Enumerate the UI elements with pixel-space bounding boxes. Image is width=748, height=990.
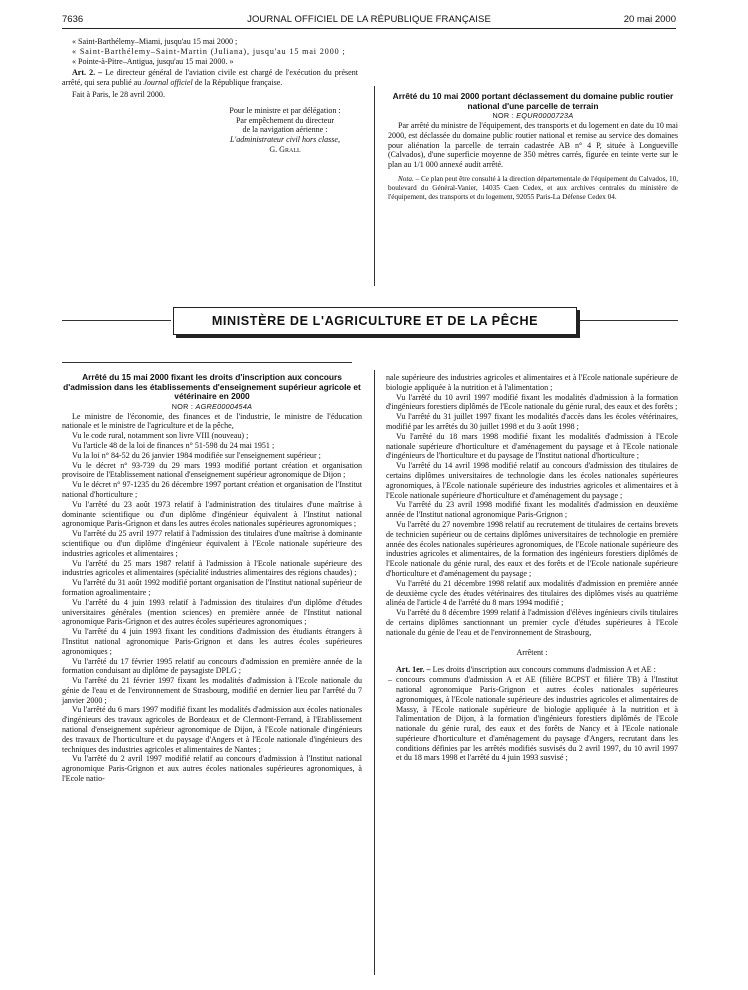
visa: Vu l'arrêté du 8 décembre 1999 relatif à l'admission d'élèves ingénieurs civils titulaires de certains diplômes sanctionnant un premier cycle d'études supérieures à l'Ecole nationale du génie de l'eau et de l'environnement de Strasbourg, <box>386 608 678 637</box>
visa: Vu l'arrêté du 25 avril 1977 relatif à l'admission des titulaires d'une maîtrise à dominante scientifique ou d'un diplôme d'ingénieur équivalent à l'Ecole nationale supérieure des industries agricoles et alimentaires ; <box>62 529 362 558</box>
visa: Vu l'arrêté du 14 avril 1998 modifié relatif au concours d'admission des titulaires de certains diplômes universitaires de technologie dans les écoles nationales supérieures agronomiques, à l'Ecole nationale supérieure des industries agricoles et alimentaires et à l'Ecole nationale supérieure d'horticulture et d'aménagement du paysage ; <box>386 461 678 500</box>
visa: Vu l'arrêté du 31 août 1992 modifié portant organisation de l'Institut national supérieur de formation agroalimentaire ; <box>62 578 362 597</box>
list-item: « Saint-Barthélemy–Saint-Martin (Juliana), jusqu'au 15 mai 2000 ; <box>72 46 346 56</box>
nor-reference: NOR : EQUR0000723A <box>492 111 574 121</box>
note-label: Nota. – <box>398 174 420 183</box>
visa: Vu l'arrêté du 27 novembre 1998 relatif au recrutement de titulaires de certains brevets de technicien supérieur ou de certains diplômes universitaires de technologie en première année des écoles nationales supérieures agronomiques, de l'Ecole nationale supérieure des industries agricoles et alimentaires, de la formation des ingénieurs forestiers diplômés de l'Ecole nationale du génie rural, des eaux et des forêts et de l'Ecole nationale supérieure d'horticulture et d'aménagement du paysage ; <box>386 519 678 578</box>
top-right-column <box>388 92 678 201</box>
ministry-rule-left <box>62 320 171 321</box>
visa: Vu le code rural, notamment son livre VIII (nouveau) ; <box>72 431 249 441</box>
visa: Vu l'arrêté du 2 avril 1997 modifié relatif au concours d'admission à l'Institut national agronomique Paris-Grignon et aux autres écoles nationales supérieures agronomiques, à l'Ecole natio- <box>62 754 362 784</box>
visa: Vu l'arrêté du 17 février 1995 relatif au concours d'admission en première année de la formation conduisant au diplôme de paysagiste DPLG ; <box>62 656 362 676</box>
main-left-column <box>62 373 362 784</box>
decree-note: Nota. – Ce plan peut être consulté à la direction départementale de l'équipement du Calvados, 10, boulevard du Général-Vanier, 14035 Caen Cedex, et aux archives centrales du ministère de l'équipement, des transports et du logement, 92055 Paris-La Défense Cedex 04. <box>388 174 678 201</box>
signature-line: Pour le ministre et par délégation : <box>229 105 341 115</box>
article-1-item: – concours communs d'admission A et AE (filière BCPST et filière TB) à l'Institut national agronomique Paris-Grignon et autres écoles nationales supérieures agronomiques, à l'Ecole nationale supérieure des industries agricoles et alimentaires de Massy, à l'Ecole nationale supérieure de biologie appliquée à la nutrition et à l'alimentation de Dijon, à la formation d'ingénieurs forestiers diplômés de l'Ecole nationale du génie rural, des eaux et des forêts de Nancy et à l'Ecole nationale supérieure d'horticulture et d'aménagement du paysage d'Angers, recrutant dans les conditions définies par les arrêtés modifiés susvisés du 2 avril 1997, du 10 avril 1997 et du 18 mars 1998 et l'arrêté du 4 juin 1993 susvisé ; <box>388 675 678 763</box>
journal-name: Journal officiel <box>143 78 193 88</box>
article-2: Art. 2. – Le directeur général de l'aviation civile est chargé de l'exécution du présent arrêté, qui sera publié au Journal officiel de la République française. <box>62 68 358 88</box>
visa: Vu l'arrêté du 18 mars 1998 modifié fixant les modalités d'admission à l'Ecole nationale supérieure d'horticulture et d'aménagement du paysage et à l'Ecole nationale d'ingénieurs de l'horticulture et du paysage de l'Institut national d'horticulture ; <box>386 431 678 461</box>
article-1: Art. 1er. – Les droits d'inscription aux concours communs d'admission A et AE : <box>396 665 656 675</box>
arretent-heading: Arrêtent : <box>516 647 548 657</box>
visa: Vu l'arrêté du 21 février 1997 fixant les modalités d'admission à l'Ecole nationale du génie de l'eau et de l'environnement de Strasbourg, modifié en dernier lieu par l'arrêté du 7 janvier 2000 ; <box>62 676 362 705</box>
decree-body: Par arrêté du ministre de l'équipement, des transports et du logement en date du 10 mai 2000, est déclassée du domaine public routier national et remise au service des domaines pour aliénation la parcelle de terrain cadastrée AB n° 4 P, située à Longueville (Calvados), d'une superficie moyenne de 350 mètres carrés, figurée en teinte verte sur le plan au 1/1 000 annexé audit arrêté. <box>388 120 678 170</box>
ministry-rule-right <box>580 320 678 321</box>
signature-role: L'administrateur civil hors classe, <box>230 135 340 145</box>
visa: Vu l'arrêté du 25 mars 1987 relatif à l'admission à l'Ecole nationale supérieure des industries agricoles et alimentaires (spécialité industries alimentaires des régions chaudes) ; <box>62 558 362 578</box>
page-header <box>62 14 676 28</box>
list-item: « Pointe-à-Pitre–Antigua, jusqu'au 15 mai 2000. » <box>72 56 234 66</box>
visa: Vu l'arrêté du 4 juin 1993 relatif à l'admission des titulaires d'un diplôme d'études universitaires générales (mention sciences) en première année de l'Institut national agronomique Paris-Grignon et des autres écoles supérieures agronomiques ; <box>62 597 362 627</box>
nor-reference: NOR : AGRE0000454A <box>171 401 253 411</box>
visa: Vu l'article 48 de la loi de finances n° 51-598 du 24 mai 1951 ; <box>72 440 275 450</box>
ministry-title: MINISTÈRE DE L'AGRICULTURE ET DE LA PÊCHE <box>173 307 577 335</box>
visa: Vu l'arrêté du 23 avril 1998 modifié fixant les modalités d'admission en deuxième année de l'Institut national agronomique Paris-Grignon ; <box>386 500 678 520</box>
column-separator <box>374 370 375 975</box>
decree-title: Arrêté du 10 mai 2000 portant déclassement du domaine public routier national d'une parcelle de terrain <box>392 91 674 111</box>
visa: Vu l'arrêté du 23 août 1973 relatif à l'administration des titulaires d'une maîtrise à dominante scientifique ou d'un diplôme d'ingénieur équivalent à l'Institut national agronomique Paris-Grignon et dans les autres écoles nationales supérieures agronomiques ; <box>62 499 362 529</box>
visa: Vu l'arrêté du 4 juin 1993 fixant les conditions d'admission des étudiants étrangers à l'Institut national agronomique Paris-Grignon et dans les autres écoles supérieures agronomiques ; <box>62 627 362 656</box>
top-left-column <box>62 37 358 155</box>
preamble: Le ministre de l'économie, des finances et de l'industrie, le ministre de l'éducation nationale et le ministre de l'agriculture et de la pêche, <box>62 411 362 431</box>
signature-line: Par empêchement du directeur <box>235 115 335 125</box>
visa: Vu l'arrêté du 10 avril 1997 modifié fixant les modalités d'admission à la formation d'ingénieurs forestiers diplômés de l'Ecole nationale du génie rural, des eaux et des forêts ; <box>386 392 678 412</box>
journal-title: JOURNAL OFFICIEL DE LA RÉPUBLIQUE FRANÇAISE <box>247 14 491 25</box>
main-right-column <box>386 373 678 763</box>
article-label: Art. 2. – <box>72 68 103 78</box>
visa: Vu le décret n° 93-739 du 29 mars 1993 modifié portant création et organisation provisoire de l'Etablissement national d'enseignement supérieur agronomique de Dijon ; <box>62 460 362 480</box>
decree-title: Arrêté du 15 mai 2000 fixant les droits d'inscription aux concours d'admission dans les établissements d'enseignement supérieur agricole et vétérinaire en 2000 <box>63 372 361 402</box>
signature-name: G. Grall <box>269 144 301 154</box>
visa: Vu l'arrêté du 21 décembre 1998 relatif aux modalités d'admission en première année de deuxième cycle des études vétérinaires des titulaires des diplômes visés au quatrième alinéa de l'article 4 de l'arrêté du 8 mars 1994 modifié ; <box>386 578 678 608</box>
signature-line: de la navigation aérienne : <box>242 125 328 135</box>
visa-continued: nale supérieure des industries agricoles et alimentaires et à l'Ecole nationale supérieure de biologie appliquée à la nutrition et à l'alimentation ; <box>386 373 678 392</box>
column-separator <box>374 86 375 286</box>
header-rule <box>62 28 676 29</box>
signature-block <box>212 106 358 155</box>
article-label: Art. 1er. – <box>396 665 431 675</box>
visa: Vu le décret n° 97-1235 du 26 décembre 1997 portant création et organisation de l'Institut national d'horticulture ; <box>62 480 362 499</box>
list-item: « Saint-Barthélemy–Miami, jusqu'au 15 mai 2000 ; <box>72 37 238 46</box>
visa: Vu l'arrêté du 31 juillet 1997 fixant les modalités d'accès dans les écoles vétérinaires, modifié par les arrêtés du 30 juillet 1998 et du 3 août 1998 ; <box>386 412 678 431</box>
page-number: 7636 <box>62 14 84 25</box>
visa: Vu la loi n° 84-52 du 26 janvier 1984 modifiée sur l'enseignement supérieur ; <box>72 450 321 460</box>
issue-date: 20 mai 2000 <box>623 14 676 25</box>
done-at: Fait à Paris, le 28 avril 2000. <box>72 89 165 99</box>
visa: Vu l'arrêté du 6 mars 1997 modifié fixant les modalités d'admission aux écoles nationales d'ingénieurs des travaux agricoles de Bordeaux et de Clermont-Ferrand, à l'Etablissement national d'enseignement supérieur agronomique de Dijon, à l'Ecole nationale d'ingénieurs des travaux de l'horticulture et du paysage d'Angers et à l'Ecole nationale d'ingénieurs des techniques des industries agricoles et alimentaires de Nantes ; <box>62 705 362 754</box>
section-rule <box>62 362 352 363</box>
